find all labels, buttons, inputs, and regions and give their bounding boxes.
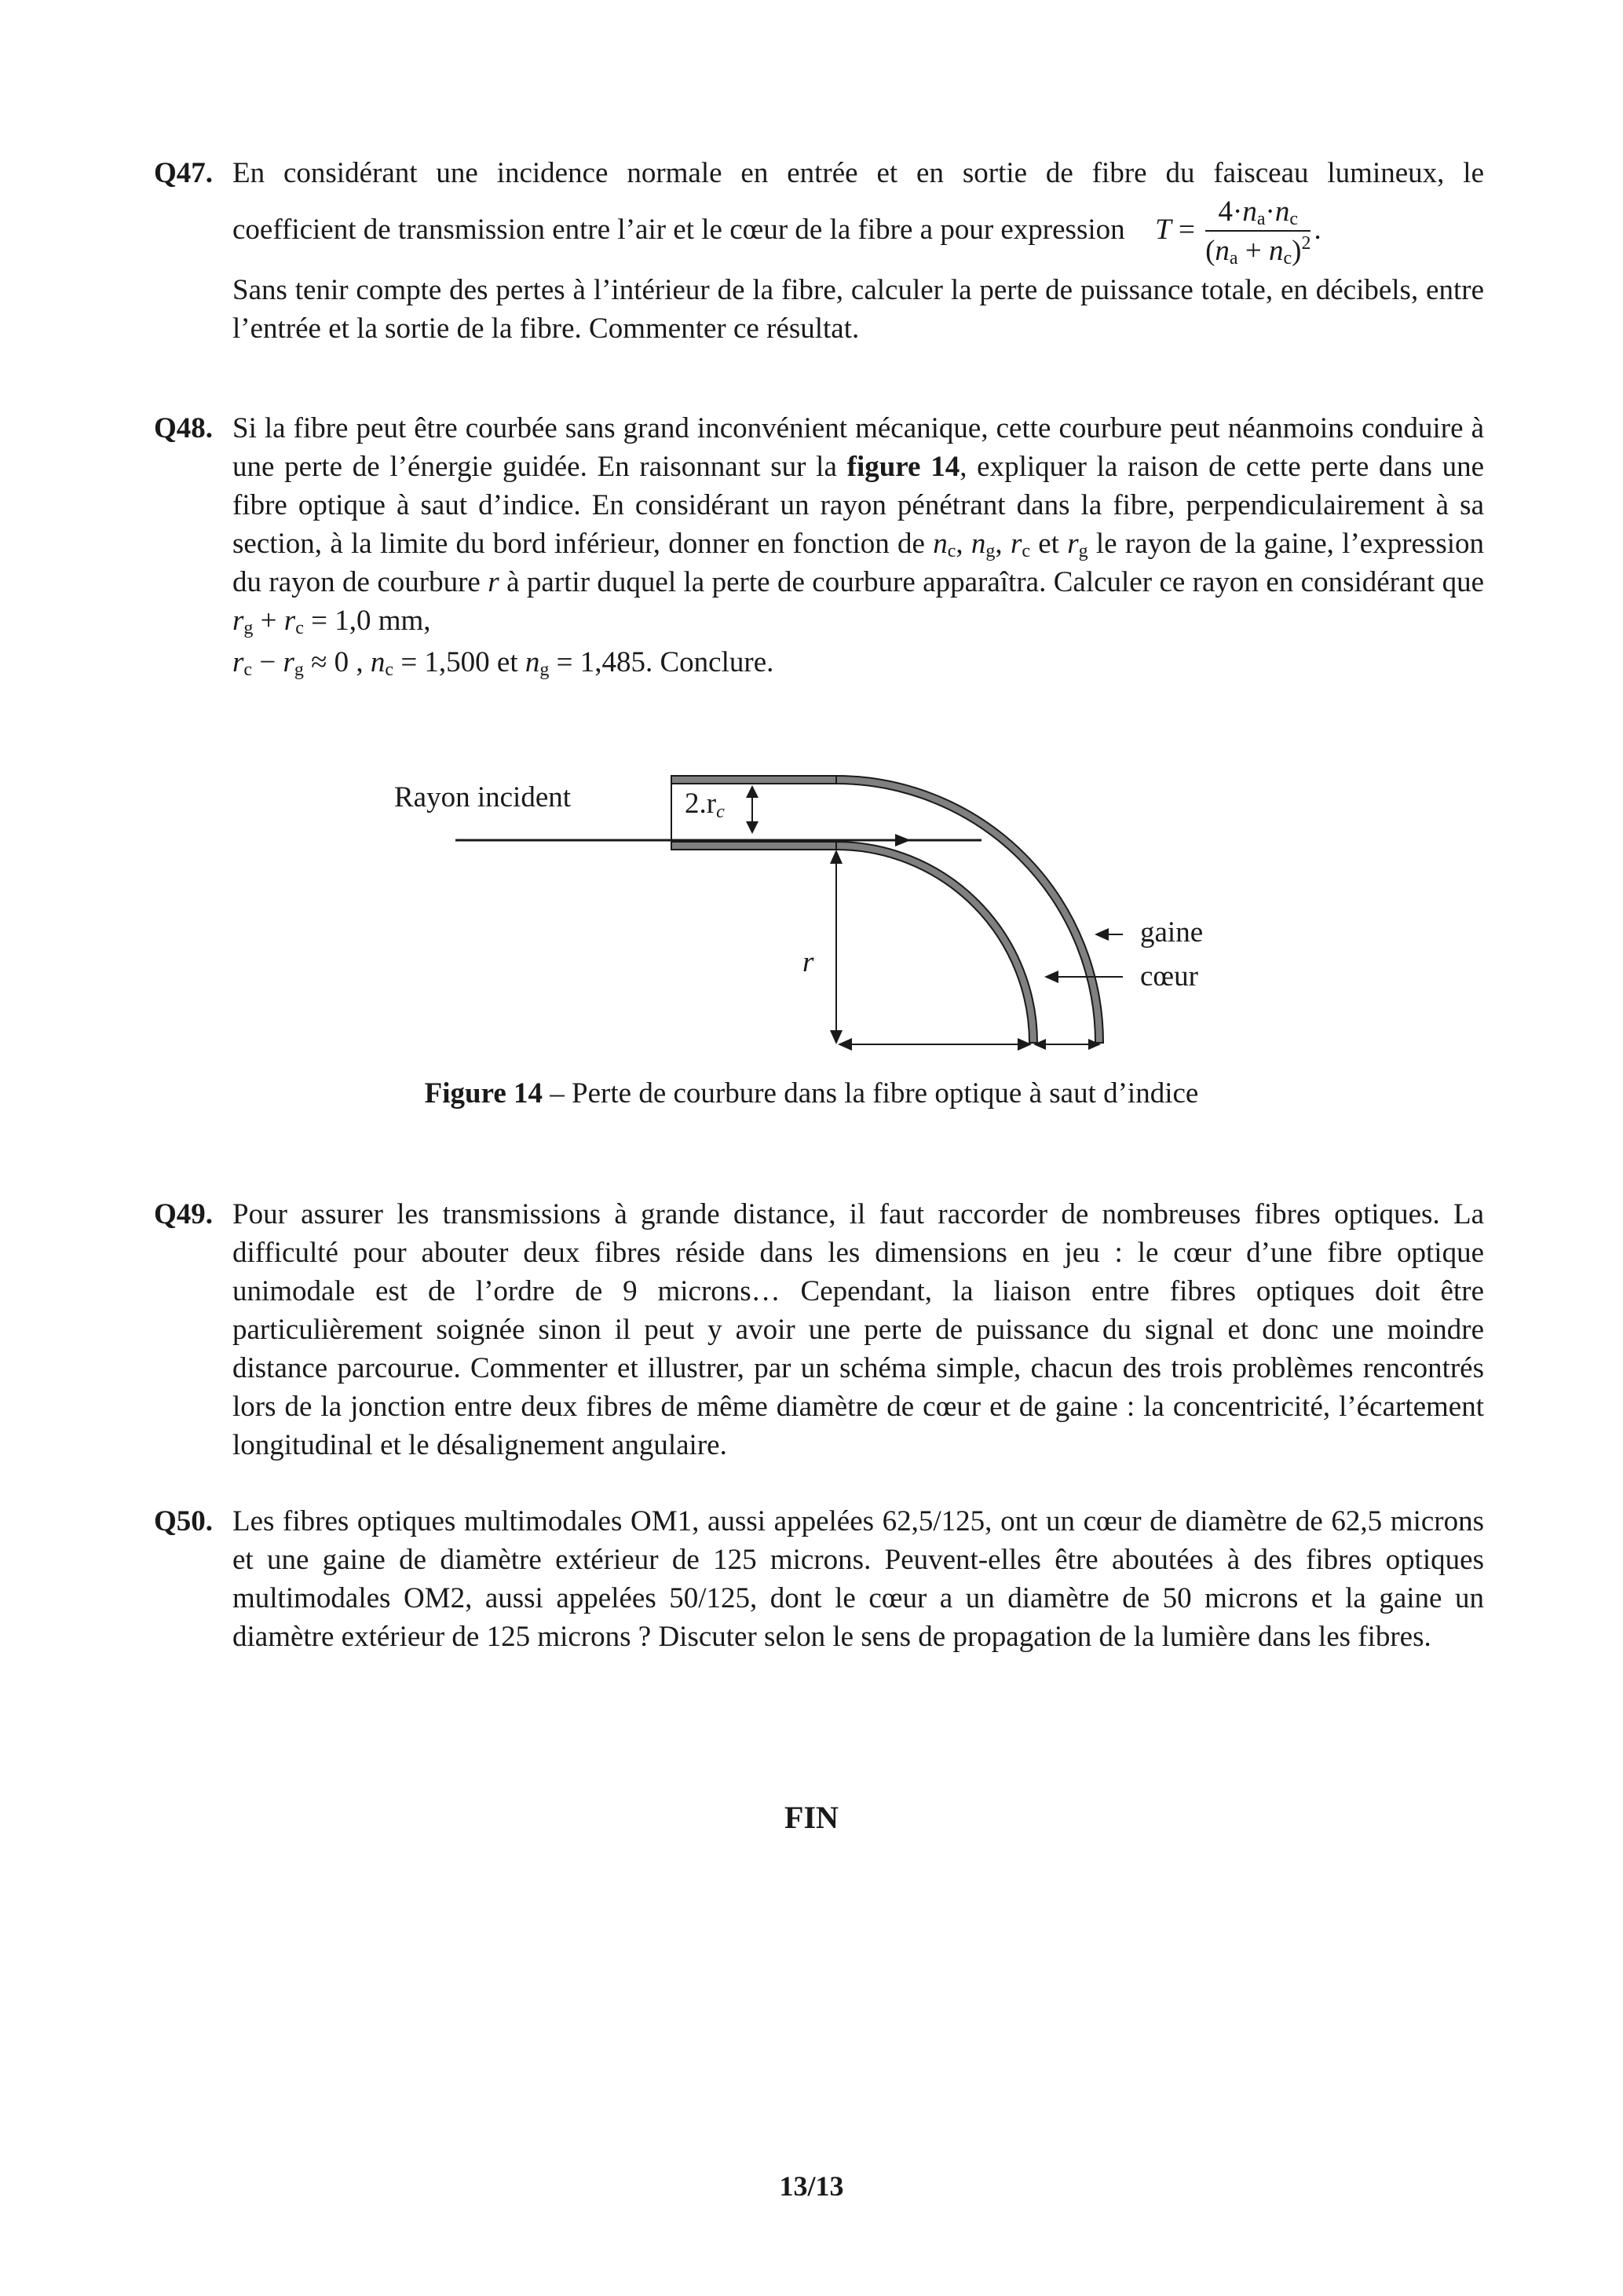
question-48: [154, 409, 1484, 682]
label-rayon-incident: Rayon incident: [394, 781, 572, 813]
q48-text-1: Si la fibre peut être courbée sans grand inconvénient mécanique, cette courbure peut néanmoins conduire à une perte de l’énergie guidée. En raisonnant sur la: [232, 412, 1484, 483]
question-label: Q47.: [154, 157, 214, 189]
q48-r: r: [488, 566, 499, 598]
question-label: Q50.: [154, 1505, 214, 1537]
question-49: [154, 1195, 1484, 1464]
question-body: [232, 1195, 1484, 1464]
q48-vars: $n_c$, $n_g$, $r_c$ et $r_g$: [933, 528, 1088, 561]
q49-text: Pour assurer les transmissions à grande distance, il faut raccorder de nombreuses fibres optiques. La difficulté pour abouter deux fibres réside dans les dimensions en jeu : le cœur d’une fibre optique unimodale est de l’ordre de 9 microns… Cependant, la liaison entre fibres optiques doit être particulièrement soignée sinon il peut y avoir une perte de puissance du signal et donc une moindre distance parcourue. Commenter et illustrer, par un schéma simple, chacun des trois problèmes rencontrés lors de la jonction entre deux fibres de même diamètre de cœur et de gaine : la concentricité, l’écartement longitudinal et le désalignement angulaire.: [232, 1198, 1484, 1461]
q47-para2: Sans tenir compte des pertes à l’intérieur de la fibre, calculer la perte de puissance totale, en décibels, entre l’entrée et la sortie de la fibre. Commenter ce résultat.: [232, 274, 1484, 345]
label-2rc: [685, 788, 725, 823]
q48-paragraph: [232, 409, 1484, 640]
question-body: [232, 1502, 1484, 1656]
caption-text: – Perte de courbure dans la fibre optique à saut d’indice: [543, 1077, 1199, 1110]
q47-line1: En considérant une incidence normale en entrée et en sortie de fibre du faisceau lumineux, le: [232, 157, 1484, 189]
radius-arrow-vertical: [830, 850, 843, 1044]
question-label: Q49.: [154, 1198, 214, 1230]
question-body: [232, 154, 1484, 348]
question-body: [232, 409, 1484, 682]
radius-arrow-horizontal: [838, 1038, 1101, 1051]
page-number: 13/13: [779, 2170, 844, 2202]
q48-cond1: $r_g + r_c = 1,0$ mm,: [232, 605, 431, 638]
q48-text-4: à partir duquel la perte de courbure apparaîtra. Calculer ce rayon en considérant que: [506, 566, 1485, 598]
fiber-bend: [836, 776, 1103, 1043]
label-gaine: gaine: [1140, 916, 1204, 949]
end-marker: FIN: [784, 1800, 839, 1835]
formula-lhs: T =: [1155, 214, 1195, 246]
label-r: r: [802, 946, 814, 978]
q48-text-2: , expliquer la raison de cette perte dans une fibre optique à saut d’indice. En considérant un rayon pénétrant dans la fibre, perpendiculairement à sa section, à la limite du bord inférieur, donner en fonction de: [232, 451, 1485, 560]
figure-caption: [0, 1074, 1623, 1113]
q47-line2: coefficient de transmission entre l’air et le cœur de la fibre a pour expression: [232, 214, 1125, 246]
transmission-formula: [1205, 194, 1310, 271]
formula-end: .: [1314, 214, 1321, 246]
formula-denominator: $(n_a + n_c)^2$: [1205, 232, 1311, 269]
q47-formula-line: [232, 189, 1484, 271]
label-2rc-sub: c: [716, 802, 725, 822]
q50-text: Les fibres optiques multimodales OM1, aussi appelées 62,5/125, ont un cœur de diamètre de 62,5 microns et une gaine de diamètre extérieur de 125 microns. Peuvent-elles être aboutées à des fibres optiques multimodales OM2, aussi appelées 50/125, dont le cœur a un diamètre de 50 microns et la gaine un diamètre extérieur de 125 microns ? Discuter selon le sens de propagation de la lumière dans les fibres.: [232, 1505, 1484, 1653]
q48-cond2: $r_c - r_g \approx 0$ , $n_c = 1,500$ et $n_g = 1,485$. Conclure.: [232, 646, 774, 680]
question-47: [154, 154, 1484, 348]
caption-bold: Figure 14: [424, 1077, 543, 1110]
question-50: [154, 1502, 1484, 1656]
formula-numerator: $4\cdot n_a\cdot n_c$: [1205, 194, 1310, 232]
diameter-arrow: [746, 785, 758, 834]
q48-text-3: le rayon de la gaine, l’expression du rayon de courbure: [232, 528, 1485, 598]
figure-reference: figure 14: [846, 451, 960, 483]
label-2rc-main: 2.r: [685, 788, 717, 820]
question-label: Q48.: [154, 412, 214, 444]
figure-14: [377, 754, 1241, 1084]
label-coeur: cœur: [1140, 960, 1198, 993]
